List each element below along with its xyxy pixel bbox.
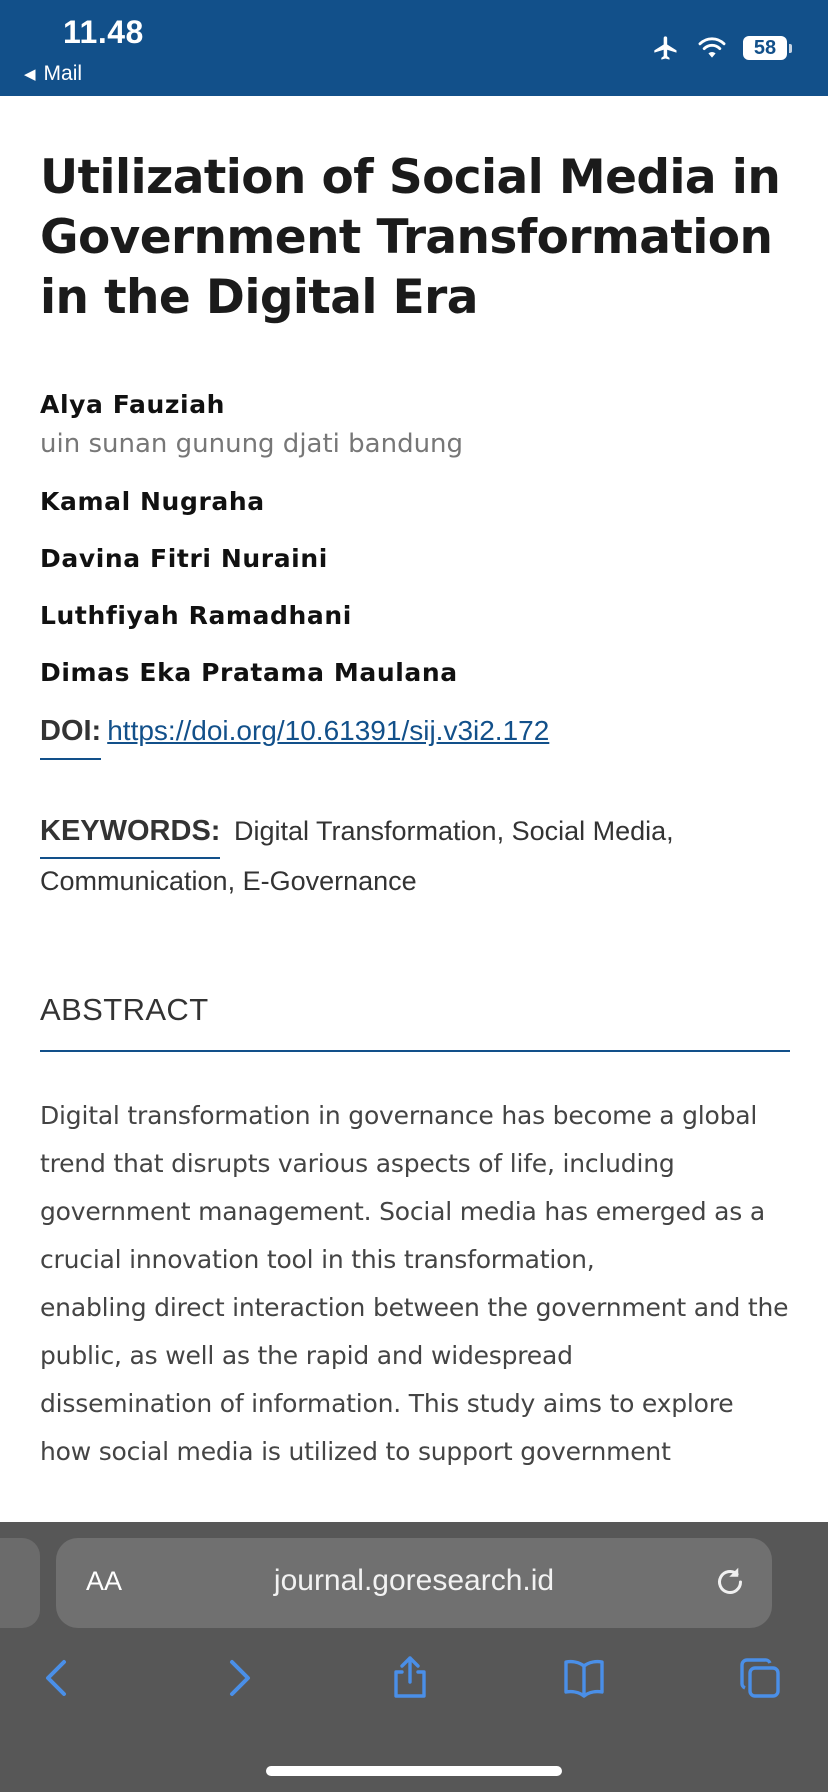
text-size-label: AA (86, 1566, 123, 1596)
battery-level: 58 (743, 36, 787, 60)
author-name: Dimas Eka Pratama Maulana (40, 658, 458, 687)
battery-cap (789, 44, 792, 53)
home-indicator[interactable] (266, 1766, 562, 1776)
author-affiliation: uin sunan gunung djati bandung (40, 429, 464, 459)
abstract-heading: ABSTRACT (40, 992, 790, 1052)
share-icon[interactable] (386, 1654, 434, 1702)
author-item (40, 544, 790, 573)
author-list (40, 390, 790, 687)
author-item (40, 658, 790, 687)
article-title: Utilization of Social Media in Government Transformation in the Digital Era (40, 150, 781, 325)
author-name: Davina Fitri Nuraini (40, 544, 328, 573)
author-name: Alya Fauziah (40, 390, 226, 419)
author-item (40, 390, 790, 459)
author-name: Kamal Nugraha (40, 487, 265, 516)
back-to-mail-link[interactable] (24, 62, 82, 86)
forward-icon[interactable] (214, 1654, 262, 1702)
doi-link[interactable]: https://doi.org/10.61391/sij.v3i2.172 (107, 715, 550, 746)
browser-toolbar (0, 1654, 828, 1714)
url-text: journal.goresearch.id (273, 1564, 555, 1597)
author-item (40, 487, 790, 516)
bookmarks-icon[interactable] (560, 1654, 608, 1702)
keywords-label: KEYWORDS: (40, 815, 220, 859)
doi-label: DOI: (40, 715, 101, 760)
article-content (40, 96, 790, 1476)
tabs-icon[interactable] (736, 1654, 784, 1702)
abstract-paragraph: dissemination of information. This study aims to explore how social media is utilized to support government (40, 1389, 734, 1466)
author-item (40, 601, 790, 630)
keywords-block (40, 806, 790, 906)
abstract-paragraph: enabling direct interaction between the government and the public, as well as the rapid and widespread (40, 1293, 789, 1370)
back-triangle-icon: ◀ (24, 66, 36, 83)
doi-row (40, 715, 790, 760)
back-app-label: Mail (43, 62, 83, 85)
wifi-icon (697, 36, 727, 60)
abstract-text (40, 1092, 790, 1476)
status-icons (651, 34, 792, 62)
status-time: 11.48 (63, 14, 144, 50)
status-bar (0, 0, 828, 96)
browser-bottom-bar (0, 1522, 828, 1792)
author-name: Luthfiyah Ramadhani (40, 601, 352, 630)
keywords-text: Digital Transformation, Social Media, Communication, E-Governance (40, 816, 674, 896)
back-icon[interactable] (34, 1654, 82, 1702)
abstract-paragraph: Digital transformation in governance has become a global trend that disrupts various aspects of life, including government management. Social media has emerged as a crucial innovation tool in this transformation, (40, 1101, 765, 1274)
previous-tab-peek[interactable] (0, 1538, 40, 1628)
address-bar[interactable] (56, 1538, 772, 1628)
airplane-icon (651, 34, 681, 62)
reload-icon[interactable] (712, 1564, 748, 1600)
battery-icon (743, 36, 792, 60)
